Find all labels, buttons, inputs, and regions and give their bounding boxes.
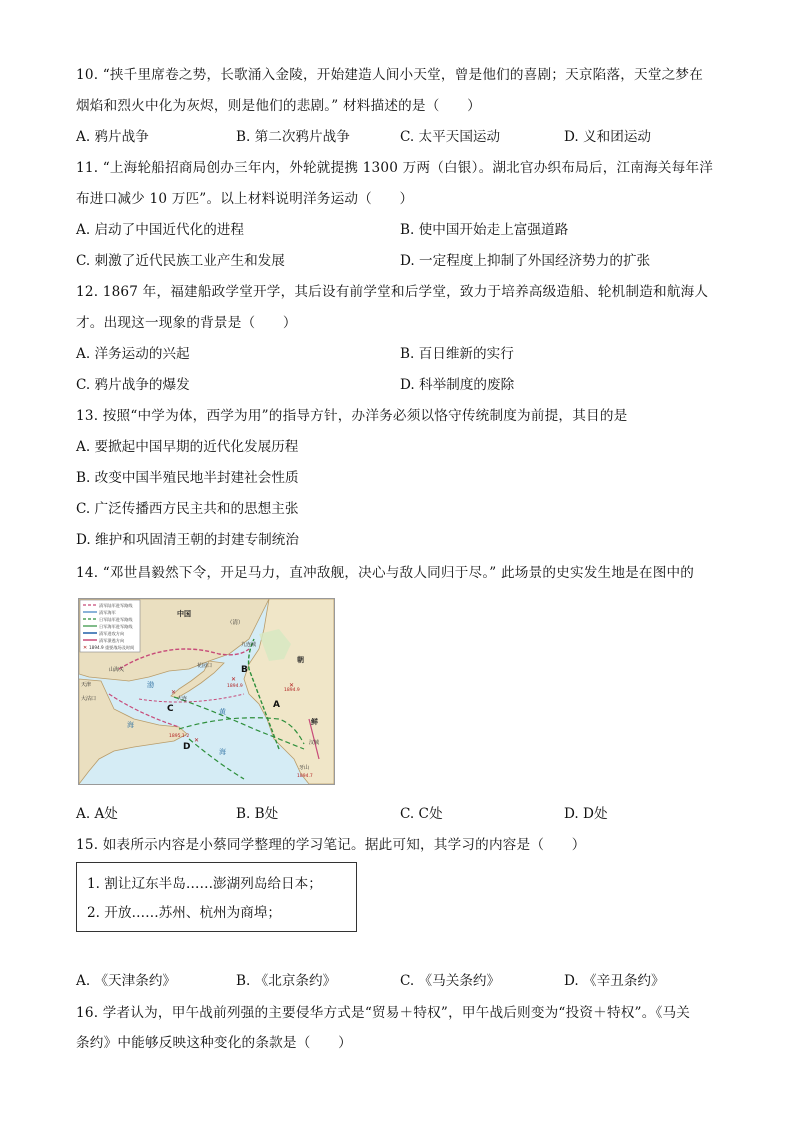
legend-item-1: 清军海军 xyxy=(99,610,116,615)
legend-item-0: 清军陆军进军路线 xyxy=(99,603,133,608)
label-jiulian: 九连城 xyxy=(241,642,257,648)
legend-item-6: 1894.9 重要战场及时间 xyxy=(89,645,135,650)
legend-item-4: 清军进攻方向 xyxy=(99,631,125,636)
label-dagukou: 大沽口 xyxy=(81,696,97,702)
study-notes-box xyxy=(76,862,357,932)
q15-option-b[interactable]: B. 《北京条约》 xyxy=(236,973,337,989)
label-date-1: 1894.9 xyxy=(227,684,243,689)
battle-marker-1: ✕ xyxy=(231,676,237,683)
q14-option-a[interactable]: A. A处 xyxy=(76,806,118,822)
q10-option-a[interactable]: A. 鸦片战争 xyxy=(76,129,149,145)
q11-option-d[interactable]: D. 一定程度上抑制了外国经济势力的扩张 xyxy=(400,253,651,269)
label-china: 中国 xyxy=(177,610,191,618)
q12-stem-line1: 12. 1867 年，福建船政学堂开学，其后设有前学堂和后学堂，致力于培养高级造船、轮机制造和航海人 xyxy=(76,284,709,300)
q11-stem-line2: 布进口减少 10 万匹”。以上材料说明洋务运动（ ） xyxy=(76,191,414,207)
sino-japanese-war-map xyxy=(78,598,335,785)
q10-stem-line1: 10. “挟千里席卷之势，长歌涌入金陵，开始建造人间小天堂，曾是他们的喜剧；天京陷落，天堂之梦在 xyxy=(76,67,704,83)
label-korea-2: 鲜 xyxy=(311,718,318,726)
label-date-4: 1894.7 xyxy=(297,774,313,779)
label-sea-3: 海 xyxy=(219,748,226,756)
q13-option-c[interactable]: C. 广泛传播西方民主共和的思想主张 xyxy=(76,501,299,517)
q11-stem-line1: 11. “上海轮船招商局创办三年内，外轮就提携 1300 万两（白银）。湖北官办织布局后，江南海关每年洋 xyxy=(76,160,714,176)
q12-option-a[interactable]: A. 洋务运动的兴起 xyxy=(76,346,190,362)
q13-option-b[interactable]: B. 改变中国半殖民地半封建社会性质 xyxy=(76,470,299,486)
q15-option-c[interactable]: C. 《马关条约》 xyxy=(400,973,501,989)
q11-option-b[interactable]: B. 使中国开始走上富强道路 xyxy=(400,222,569,238)
q15-option-d[interactable]: D. 《辛丑条约》 xyxy=(564,973,665,989)
map-point-a: A xyxy=(273,700,280,710)
label-huanghai-1: 黄 xyxy=(219,708,226,716)
legend-item-3: 日军海军进军路线 xyxy=(99,624,133,629)
label-huanghai-2: 海 xyxy=(127,721,134,729)
study-note-2: 2. 开放……苏州、杭州为商埠； xyxy=(87,905,282,921)
q15-stem: 15. 如表所示内容是小蔡同学整理的学习笔记。据此可知，其学习的内容是（ ） xyxy=(76,837,586,853)
q14-stem: 14. “邓世昌毅然下令，开足马力，直冲敌舰，决心与敌人同归于尽。” 此场景的史实发生地是在图中的 xyxy=(76,565,695,581)
legend-battle-marker: ✕ xyxy=(83,645,88,651)
q12-stem-line2: 才。出现这一现象的背景是（ ） xyxy=(76,315,297,331)
label-date-3: 1895.1-2 xyxy=(169,734,190,739)
label-qing: （清） xyxy=(227,620,244,626)
q12-option-d[interactable]: D. 科举制度的废除 xyxy=(400,377,515,393)
label-date-2: 1894.9 xyxy=(284,688,300,693)
battle-marker-2: ✕ xyxy=(171,689,177,696)
q16-stem-line1: 16. 学者认为，甲午战前列强的主要侵华方式是“贸易＋特权”，甲午战后则变为“投资＋特权”。《马关 xyxy=(76,1005,691,1021)
label-tianjin: 天津 xyxy=(81,682,92,688)
q10-option-b[interactable]: B. 第二次鸦片战争 xyxy=(236,129,350,145)
q12-option-c[interactable]: C. 鸦片战争的爆发 xyxy=(76,377,190,393)
label-yashan: 牙山 xyxy=(299,765,310,771)
q12-option-b[interactable]: B. 百日维新的实行 xyxy=(400,346,514,362)
q11-option-c[interactable]: C. 刺激了近代民族工业产生和发展 xyxy=(76,253,285,269)
q10-option-d[interactable]: D. 义和团运动 xyxy=(564,129,652,145)
label-korea-1: 朝 xyxy=(297,656,304,664)
q14-option-d[interactable]: D. D处 xyxy=(564,806,608,822)
map-point-d: D xyxy=(183,742,191,752)
map-point-c: C xyxy=(167,704,174,714)
legend-item-2: 日军陆军进军路线 xyxy=(99,617,133,622)
legend-item-5: 清军溃逃方向 xyxy=(99,638,125,643)
label-dalian: 大连 xyxy=(177,696,188,702)
battle-marker-4: ✕ xyxy=(289,682,295,689)
label-hancheng: 汉城 xyxy=(309,740,320,746)
q13-stem: 13. 按照“中学为体，西学为用”的指导方针，办洋务必须以恪守传统制度为前提，其目的是 xyxy=(76,408,628,424)
label-huayuankou: 花园口 xyxy=(197,663,213,669)
label-shanhaiguan: 山海关 xyxy=(109,667,125,673)
q15-option-a[interactable]: A. 《天津条约》 xyxy=(76,973,177,989)
study-note-1: 1. 割让辽东半岛……澎湖列岛给日本； xyxy=(87,876,322,892)
q10-stem-line2: 烟焰和烈火中化为灰烬，则是他们的悲剧。” 材料描述的是（ ） xyxy=(76,98,481,114)
q10-option-c[interactable]: C. 太平天国运动 xyxy=(400,129,501,145)
q16-stem-line2: 条约》中能够反映这种变化的条款是（ ） xyxy=(76,1035,352,1051)
q14-option-b[interactable]: B. B处 xyxy=(236,806,279,822)
battle-marker-3: ✕ xyxy=(194,737,200,744)
q13-option-d[interactable]: D. 维护和巩固清王朝的封建专制统治 xyxy=(76,532,299,548)
q13-option-a[interactable]: A. 要掀起中国早期的近代化发展历程 xyxy=(76,439,299,455)
label-bohai: 渤 xyxy=(147,681,154,689)
map-point-b: B xyxy=(241,665,248,675)
q11-option-a[interactable]: A. 启动了中国近代化的进程 xyxy=(76,222,244,238)
q14-option-c[interactable]: C. C处 xyxy=(400,806,443,822)
